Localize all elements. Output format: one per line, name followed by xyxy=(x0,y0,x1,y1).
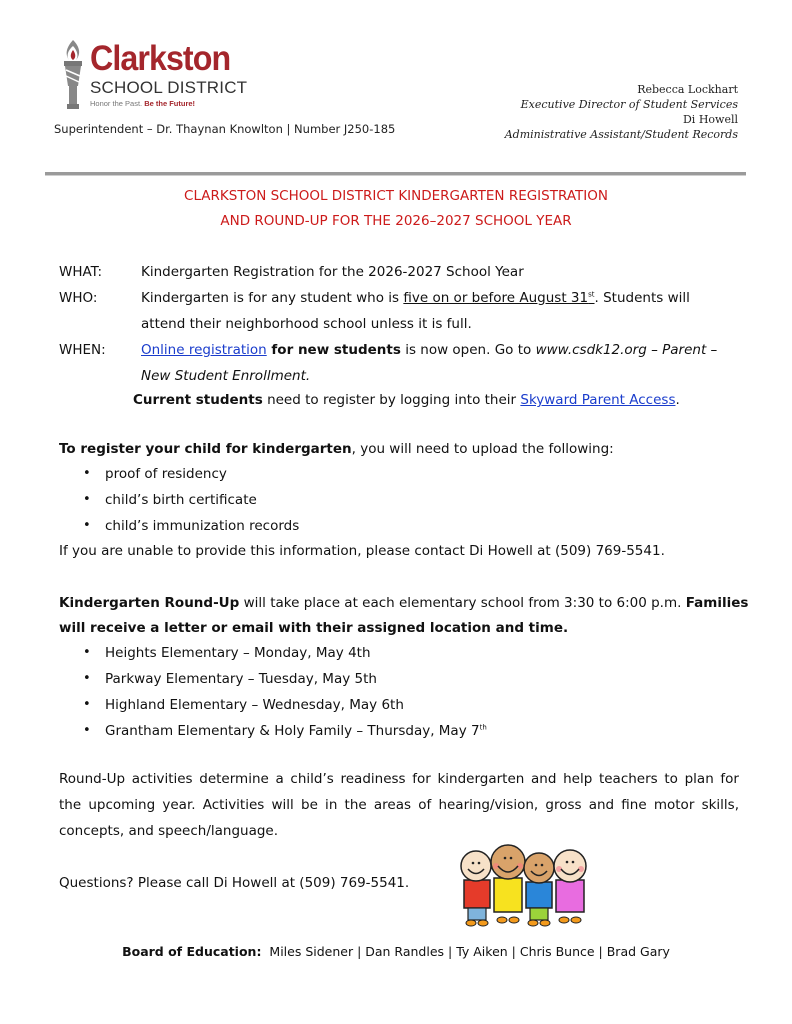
period: . xyxy=(675,392,680,408)
roundup-intro xyxy=(59,590,759,616)
register-intro xyxy=(59,436,749,462)
superintendent-line: Superintendent – Dr. Thaynan Knowlton | Number J250-185 xyxy=(54,122,396,136)
website-path-line-2: New Student Enrollment. xyxy=(141,368,311,384)
school-schedule-list xyxy=(59,640,487,744)
logo-wordmark: Clarkston xyxy=(90,39,231,78)
torch-icon xyxy=(60,38,86,112)
website-path: www.csdk12.org – Parent – xyxy=(535,342,718,358)
board-members: Miles Sidener | Dan Randles | Ty Aiken | Chris Bunce | Brad Gary xyxy=(269,944,670,959)
staff-name: Di Howell xyxy=(682,113,738,126)
roundup-families-bold: Families xyxy=(685,595,749,611)
register-intro-bold: To register your child for kindergarten xyxy=(59,441,352,457)
who-post: . Students will xyxy=(594,290,690,306)
skyward-parent-access-link[interactable]: Skyward Parent Access xyxy=(520,392,676,408)
school-date: Heights Elementary – Monday, May 4th xyxy=(105,645,371,661)
required-documents-list xyxy=(59,461,299,539)
activities-line-1: Round-Up activities determine a child’s readiness for kindergarten and help teachers to plan for xyxy=(59,771,739,787)
list-item xyxy=(59,666,487,692)
staff-contacts xyxy=(505,82,738,142)
list-item xyxy=(59,718,487,744)
tagline-bold: Be the Future! xyxy=(144,99,196,108)
questions-text: Questions? Please call Di Howell at (509) 769-5541. xyxy=(59,875,410,891)
current-students-text xyxy=(133,387,753,413)
what-text: Kindergarten Registration for the 2026-2027 School Year xyxy=(141,264,524,280)
ordinal-suffix: th xyxy=(479,723,487,732)
list-item xyxy=(59,692,487,718)
children-illustration xyxy=(452,838,602,930)
list-item: • child’s immunization records xyxy=(59,513,299,539)
roundup-intro-bold: Kindergarten Round-Up xyxy=(59,595,240,611)
when-mid: is now open. Go to xyxy=(400,342,536,358)
ordinal-suffix: st xyxy=(588,290,595,299)
header-divider xyxy=(45,172,746,176)
roundup-intro-text: will take place at each elementary school from 3:30 to 6:00 p.m. xyxy=(239,595,686,611)
current-students-bold: Current students xyxy=(133,392,263,408)
board-label: Board of Education: xyxy=(122,944,262,959)
who-text xyxy=(141,285,741,311)
staff-title: Executive Director of Student Services xyxy=(520,98,738,111)
document-title-line-2: AND ROUND-UP FOR THE 2026–2027 SCHOOL YEAR xyxy=(220,213,572,229)
roundup-intro-line-2: will receive a letter or email with their assigned location and time. xyxy=(59,620,569,636)
list-item: • proof of residency xyxy=(59,461,299,487)
staff-title: Administrative Assistant/Student Records xyxy=(504,128,738,141)
register-intro-text: , you will need to upload the following: xyxy=(351,441,614,457)
document-title-line-1: CLARKSTON SCHOOL DISTRICT KINDERGARTEN REGISTRATION xyxy=(184,188,608,204)
when-bold: for new students xyxy=(266,342,401,358)
age-requirement xyxy=(403,290,594,306)
when-label: WHEN: xyxy=(59,342,106,358)
age-requirement-text: five on or before August 31 xyxy=(403,290,589,306)
staff-name: Rebecca Lockhart xyxy=(637,83,738,96)
tagline-text: Honor the Past. xyxy=(90,99,145,108)
what-label: WHAT: xyxy=(59,264,102,280)
who-pre: Kindergarten is for any student who is xyxy=(141,290,404,306)
who-label: WHO: xyxy=(59,290,98,306)
school-date: Highland Elementary – Wednesday, May 6th xyxy=(105,697,404,713)
who-text-line-2: attend their neighborhood school unless it is full. xyxy=(141,316,472,332)
board-of-education xyxy=(0,944,792,959)
register-contact: If you are unable to provide this information, please contact Di Howell at (509) 769-5541. xyxy=(59,543,665,559)
logo-subtitle: SCHOOL DISTRICT xyxy=(90,78,248,97)
list-item xyxy=(59,640,487,666)
current-students-mid: need to register by logging into their xyxy=(262,392,521,408)
list-item: • child’s birth certificate xyxy=(59,487,299,513)
school-date: Grantham Elementary & Holy Family – Thursday, May 7 xyxy=(105,723,480,739)
logo-tagline xyxy=(90,99,195,108)
online-registration-link[interactable]: Online registration xyxy=(141,342,267,358)
activities-line-3: concepts, and speech/language. xyxy=(59,823,279,839)
when-text xyxy=(141,337,741,363)
school-date: Parkway Elementary – Tuesday, May 5th xyxy=(105,671,377,687)
activities-line-2: the upcoming year. Activities will be in the areas of hearing/vision, gross and fine motor skills, xyxy=(59,797,739,813)
district-logo xyxy=(60,38,250,114)
